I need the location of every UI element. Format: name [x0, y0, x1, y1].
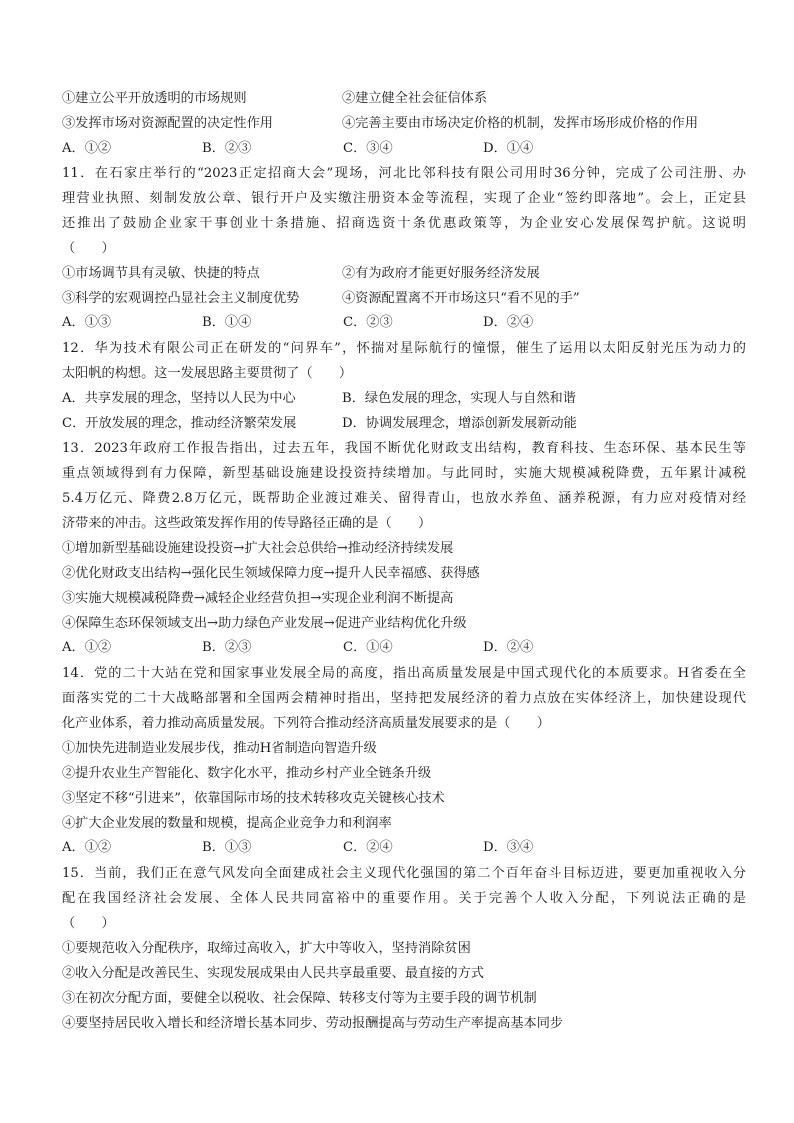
q11-choice-c[interactable]: C．②③ [343, 315, 393, 330]
q10-choice-b[interactable]: B．②③ [202, 141, 252, 156]
q10-choice-c[interactable]: C．③④ [343, 141, 393, 156]
q11-statement-3: ③科学的宏观调控凸显社会主义制度优势 [62, 291, 300, 306]
q13-stem-line-3: 5.4万亿元、降费2.8万亿元，既帮助企业渡过难关、留得青山，也放水养鱼、涵养税源，有力应对疫情对经 [62, 491, 746, 506]
q14-choice-c[interactable]: C．②④ [343, 840, 393, 855]
q12-choice-b[interactable]: B．绿色发展的理念，实现人与自然和谐 [342, 391, 576, 406]
q10-statement-1: ①建立公平开放透明的市场规则 [62, 91, 247, 106]
q12-stem-line-1: 12．华为技术有限公司正在研发的“问界车”，怀揣对星际航行的憧憬，催生了运用以太阳反射光压为动力的 [62, 341, 746, 356]
q11-choice-b[interactable]: B．①④ [202, 315, 252, 330]
q10-choice-d[interactable]: D．①④ [483, 141, 534, 156]
q12-choice-c[interactable]: C．开放发展的理念，推动经济繁荣发展 [62, 416, 297, 431]
q12-choice-d[interactable]: D．协调发展理念，增添创新发展新动能 [342, 416, 577, 431]
q10-statement-4: ④完善主要由市场决定价格的机制，发挥市场形成价格的作用 [342, 116, 699, 131]
q14-statement-4: ④扩大企业发展的数量和规模，提高企业竞争力和利润率 [62, 816, 392, 831]
q10-choices [62, 139, 622, 159]
q14-stem-line-2: 面落实党的二十大战略部署和全国两会精神时指出，坚持把发展经济的着力点放在实体经济上，加快建设现代 [62, 691, 746, 706]
q10-statement-3: ③发挥市场对资源配置的决定性作用 [62, 116, 273, 131]
q15-statement-4: ④要坚持居民收入增长和经济增长基本同步、劳动报酬提高与劳动生产率提高基本同步 [62, 1016, 564, 1031]
q14-choice-d[interactable]: D．③④ [483, 840, 534, 855]
q15-statement-3: ③在初次分配方面，要健全以税收、社会保障、转移支付等为主要手段的调节机制 [62, 991, 537, 1006]
q14-choices [62, 838, 622, 858]
q13-stem-line-1: 13．2023年政府工作报告指出，过去五年，我国不断优化财政支出结构，教育科技、生态环保、基本民生等 [62, 441, 746, 456]
q10-statement-2: ②建立健全社会征信体系 [342, 91, 488, 106]
q11-answer-blank: （ ） [62, 241, 115, 256]
q13-stem-line-2: 重点领域得到有力保障，新型基础设施建设投资持续增加。与此同时，实施大规模减税降费，五年累计减税 [62, 466, 746, 481]
q11-choices [62, 313, 622, 333]
q11-choice-a[interactable]: A．①③ [62, 315, 112, 330]
q15-statement-1: ①要规范收入分配秩序，取缔过高收入，扩大中等收入，坚持消除贫困 [62, 941, 471, 956]
q13-statement-3: ③实施大规模减税降费→减轻企业经营负担→实现企业利润不断提高 [62, 591, 454, 606]
q13-stem-line-4: 济带来的冲击。这些政策发挥作用的传导路径正确的是（ ） [62, 516, 432, 531]
q14-choice-a[interactable]: A．①② [62, 840, 112, 855]
q15-statement-2: ②收入分配是改善民生、实现发展成果由人民共享最重要、最直接的方式 [62, 966, 484, 981]
q11-stem-line-1: 11．在石家庄举行的“2023正定招商大会”现场，河北比邻科技有限公司用时36分钟，完成了公司注册、办 [62, 166, 746, 181]
q14-statement-1: ①加快先进制造业发展步伐，推动H省制造向智造升级 [62, 741, 377, 756]
q10-choice-a[interactable]: A．①② [62, 141, 112, 156]
q11-stem-line-2: 理营业执照、刻制发放公章、银行开户及实缴注册资本金等流程，实现了企业“签约即落地”。会上，正定县 [62, 191, 746, 206]
q11-statement-1: ①市场调节具有灵敏、快捷的特点 [62, 266, 260, 281]
q13-statement-2: ②优化财政支出结构→强化民生领域保障力度→提升人民幸福感、获得感 [62, 566, 480, 581]
q14-statement-3: ③坚定不移“引进来”，依靠国际市场的技术转移攻克关键核心技术 [62, 791, 445, 806]
q14-stem-line-3: 化产业体系，着力推动高质量发展。下列符合推动经济高质量发展要求的是（ ） [62, 716, 550, 731]
q13-statement-4: ④保障生态环保领域支出→助力绿色产业发展→促进产业结构优化升级 [62, 616, 467, 631]
q11-choice-d[interactable]: D．②④ [483, 315, 534, 330]
q15-stem-line-1: 15．当前，我们正在意气风发向全面建成社会主义现代化强国的第二个百年奋斗目标迈进，要更加重视收入分 [62, 866, 746, 881]
q12-choice-a[interactable]: A．共享发展的理念，坚持以人民为中心 [62, 391, 296, 406]
q13-choices [62, 638, 622, 658]
q14-stem-line-1: 14．党的二十大站在党和国家事业发展全局的高度，指出高质量发展是中国式现代化的本质要求。H省委在全 [62, 666, 746, 681]
q11-stem-line-3: 还推出了鼓励企业家干事创业十条措施、招商选资十条优惠政策等，为企业安心发展保驾护航。这说明 [62, 216, 746, 231]
q13-choice-b[interactable]: B．②③ [202, 640, 252, 655]
q14-choice-b[interactable]: B．①③ [202, 840, 252, 855]
q13-choice-c[interactable]: C．①④ [343, 640, 393, 655]
q11-statement-4: ④资源配置离不开市场这只“看不见的手” [342, 291, 580, 306]
q12-stem-line-2: 太阳帆的构想。这一发展思路主要贯彻了（ ） [62, 366, 353, 381]
q11-statement-2: ②有为政府才能更好服务经济发展 [342, 266, 540, 281]
q13-statement-1: ①增加新型基础设施建设投资→扩大社会总供给→推动经济持续发展 [62, 541, 454, 556]
q13-choice-d[interactable]: D．②④ [483, 640, 534, 655]
q14-statement-2: ②提升农业生产智能化、数字化水平，推动乡村产业全链条升级 [62, 766, 432, 781]
q13-choice-a[interactable]: A．①② [62, 640, 112, 655]
q15-answer-blank: （ ） [62, 916, 115, 931]
q15-stem-line-2: 配在我国经济社会发展、全体人民共同富裕中的重要作用。关于完善个人收入分配，下列说法正确的是 [62, 891, 746, 906]
